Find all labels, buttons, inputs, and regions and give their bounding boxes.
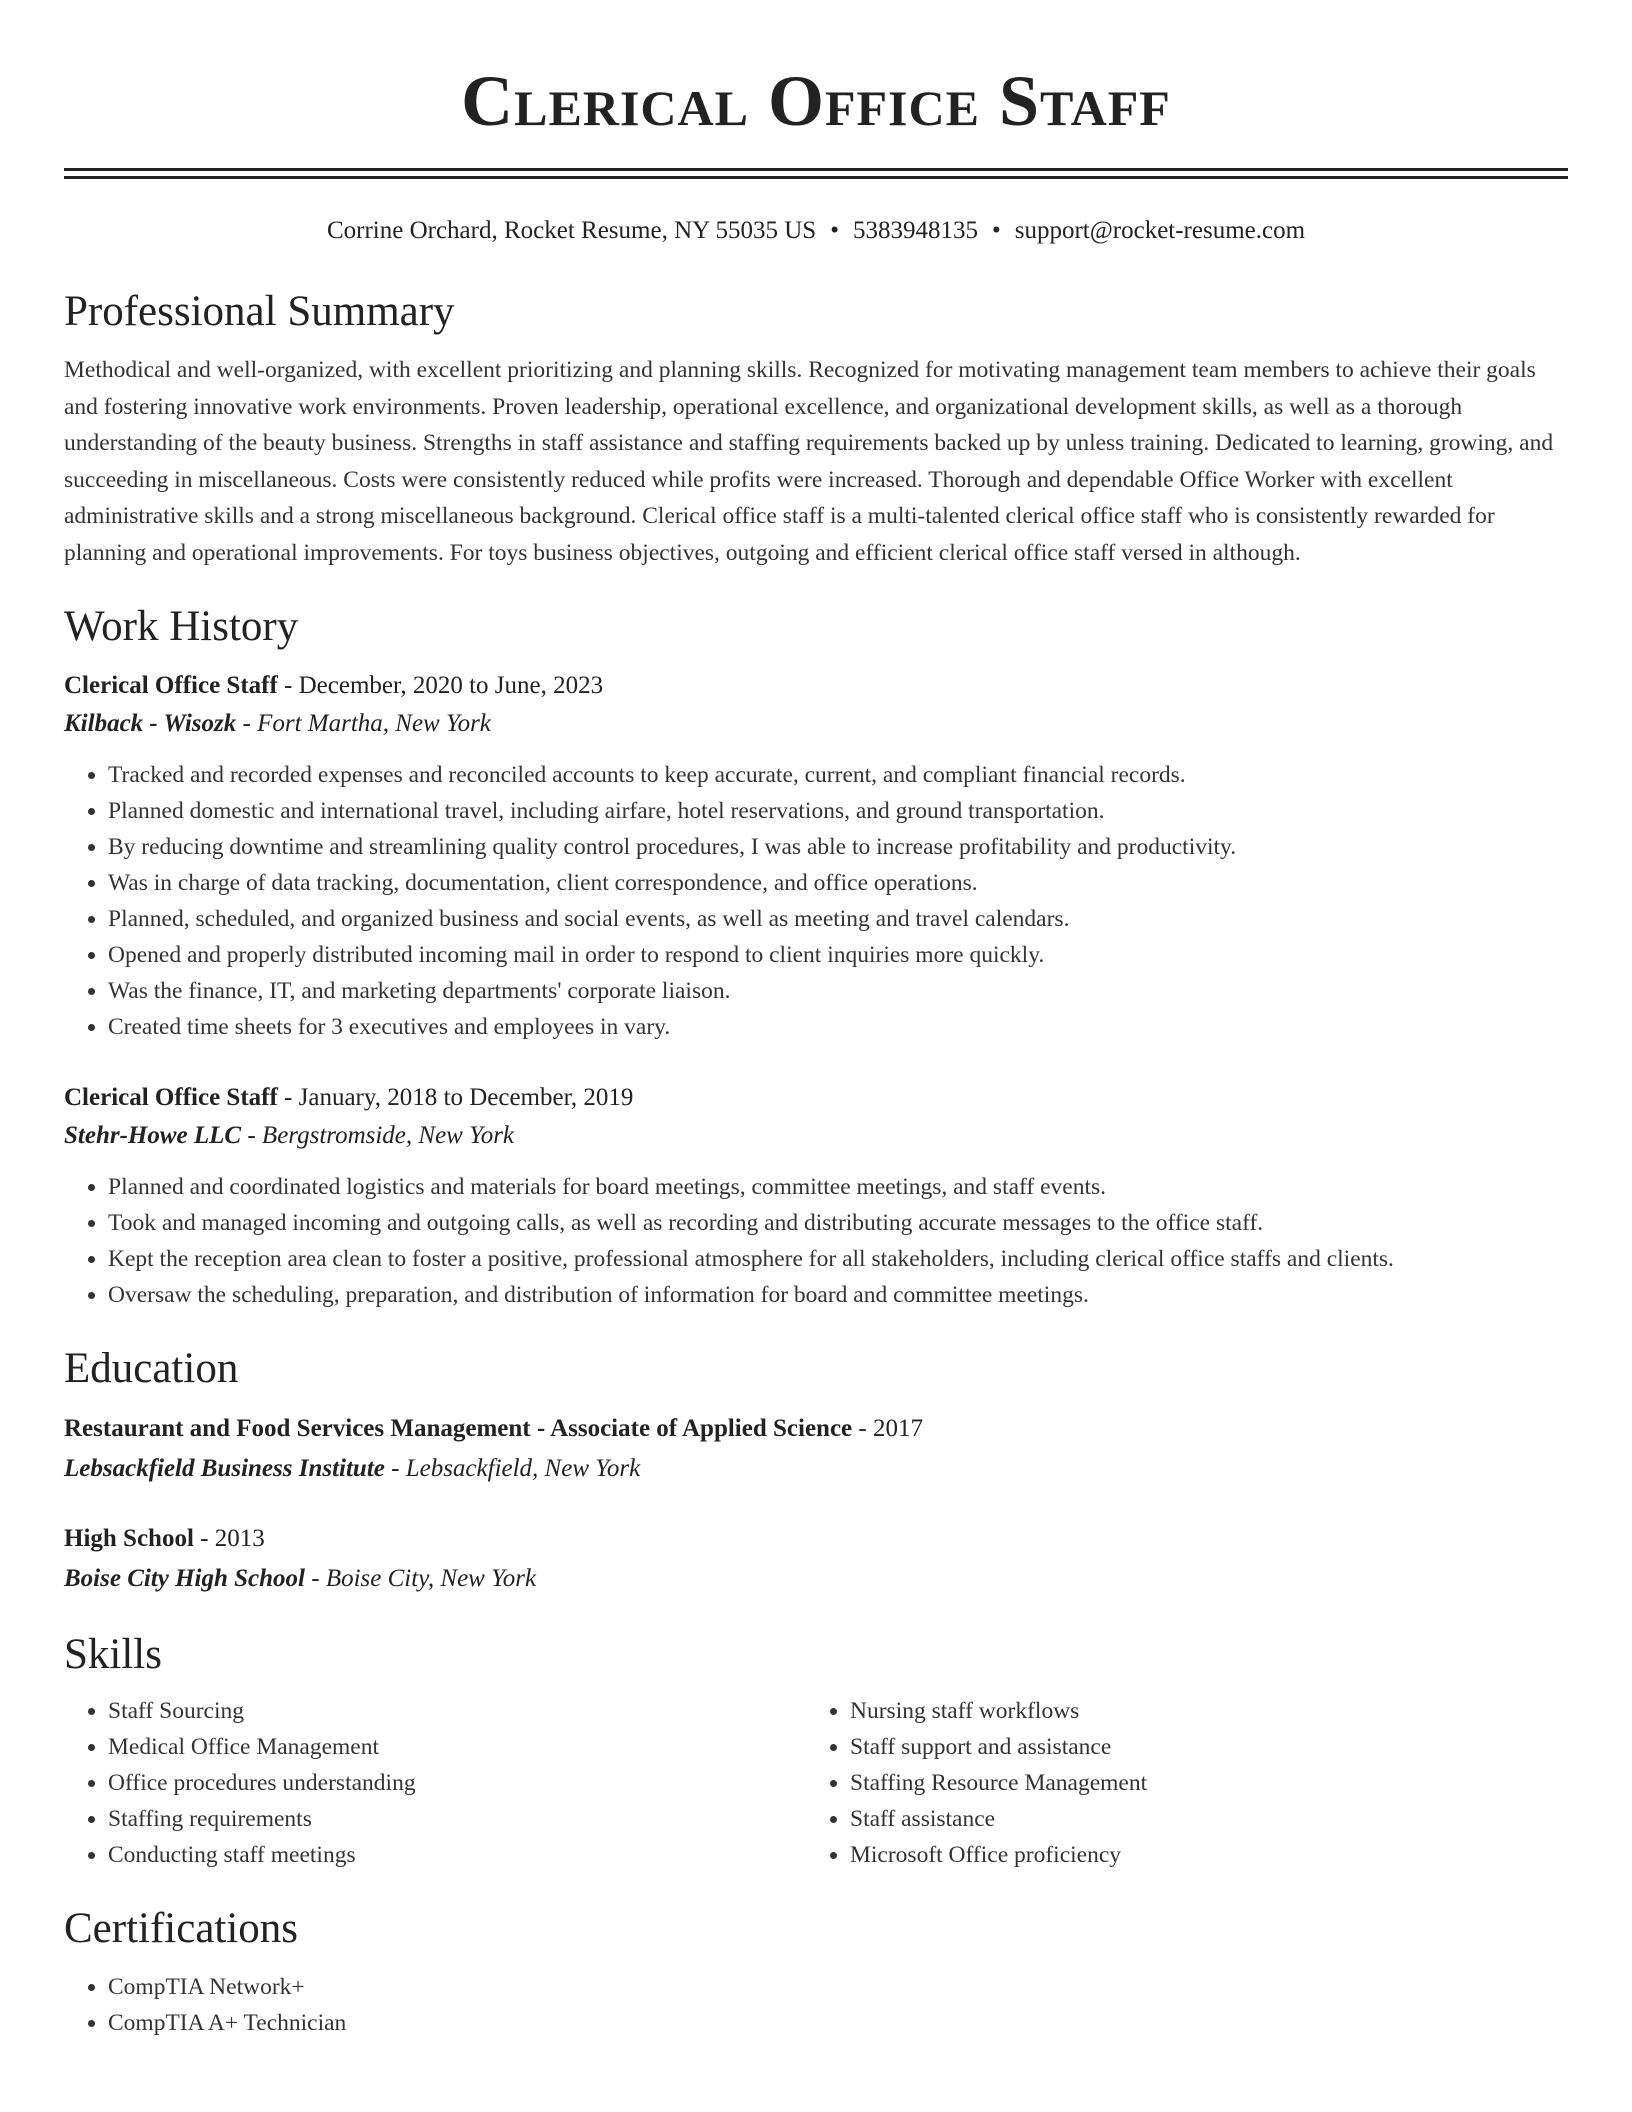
skill-item: • Microsoft Office proficiency bbox=[850, 1837, 1548, 1873]
skill-item: • Staffing requirements bbox=[108, 1801, 806, 1837]
contact-separator: • bbox=[830, 217, 839, 244]
job-bullet: • Created time sheets for 3 executives and employees in vary. bbox=[108, 1009, 1568, 1045]
resume-title: Clerical Office Staff bbox=[461, 61, 1171, 141]
education-degree-line bbox=[64, 1519, 1568, 1559]
education-school: Lebsackfield Business Institute bbox=[64, 1455, 385, 1482]
job-company-line bbox=[64, 1117, 1568, 1155]
certification-item: • CompTIA Network+ bbox=[108, 1969, 1568, 2005]
education-school-line bbox=[64, 1559, 1568, 1599]
education-degree-line bbox=[64, 1409, 1568, 1449]
contact-email: support@rocket-resume.com bbox=[1014, 217, 1306, 244]
work-history-heading: Work History bbox=[64, 603, 299, 650]
education-year: - 2017 bbox=[852, 1415, 923, 1442]
skill-item: • Medical Office Management bbox=[108, 1729, 806, 1765]
skill-item: • Office procedures understanding bbox=[108, 1765, 806, 1801]
job-bullet: • Planned, scheduled, and organized business and social events, as well as meeting and travel calendars. bbox=[108, 901, 1568, 937]
skills-heading: Skills bbox=[64, 1631, 162, 1678]
skills-columns bbox=[64, 1693, 1568, 1873]
skill-item: • Staffing Resource Management bbox=[850, 1765, 1548, 1801]
job-title: Clerical Office Staff bbox=[64, 672, 278, 699]
skills-list bbox=[806, 1693, 1548, 1873]
job-bullet: • Tracked and recorded expenses and reconciled accounts to keep accurate, current, and compliant financial records. bbox=[108, 757, 1568, 793]
job-entry bbox=[64, 1079, 1568, 1313]
certifications-heading: Certifications bbox=[64, 1905, 299, 1952]
job-dates: - January, 2018 to December, 2019 bbox=[277, 1084, 634, 1111]
job-bullet: • Was the finance, IT, and marketing departments' corporate liaison. bbox=[108, 973, 1568, 1009]
skills-list bbox=[64, 1693, 806, 1873]
job-bullet: • By reducing downtime and streamlining quality control procedures, I was able to increase profitability and productivity. bbox=[108, 829, 1568, 865]
education-degree: Restaurant and Food Services Management - Associate of Applied Science bbox=[64, 1415, 853, 1442]
job-bullet: • Opened and properly distributed incoming mail in order to respond to client inquiries more quickly. bbox=[108, 937, 1568, 973]
contact-separator: • bbox=[991, 217, 1001, 244]
education-school: Boise City High School bbox=[64, 1565, 306, 1592]
job-location: - Fort Martha, New York bbox=[236, 710, 491, 737]
job-title-line bbox=[64, 1079, 1568, 1117]
skill-item: • Conducting staff meetings bbox=[108, 1837, 806, 1873]
education-heading: Education bbox=[64, 1345, 239, 1392]
education-location: - Lebsackfield, New York bbox=[384, 1455, 641, 1482]
job-company: Kilback - Wisozk bbox=[64, 710, 237, 737]
job-entry bbox=[64, 667, 1568, 1045]
job-dates: - December, 2020 to June, 2023 bbox=[277, 672, 604, 699]
contact-phone: 5383948135 bbox=[852, 217, 978, 244]
education-entry bbox=[64, 1409, 1568, 1489]
job-location: - Bergstromside, New York bbox=[241, 1122, 515, 1149]
skill-item: • Staff support and assistance bbox=[850, 1729, 1548, 1765]
summary-text: Methodical and well-organized, with excellent prioritizing and planning skills. Recognized for motivating management team members to achieve their goals and fostering innovative work environments. Proven leadership, operational excellence, and organizational development skills, as well as a thorough understanding of the beauty business. Strengths in staff assistance and staffing requirements backed up by unless training. Dedicated to learning, growing, and succeeding in miscellaneous. Costs were consistently reduced while profits were increased. Thorough and dependable Office Worker with excellent administrative skills and a strong miscellaneous background. Clerical office staff is a multi-talented clerical office staff who is consistently rewarded for planning and operational improvements. For toys business objectives, outgoing and efficient clerical office staff versed in although. bbox=[64, 357, 1554, 566]
skills-column-left bbox=[64, 1693, 806, 1873]
education-year: - 2013 bbox=[193, 1525, 265, 1552]
education-school-line bbox=[64, 1449, 1568, 1489]
contact-address: Corrine Orchard, Rocket Resume, NY 55035 US bbox=[326, 217, 817, 244]
certification-item: • CompTIA A+ Technician bbox=[108, 2005, 1568, 2041]
skill-item: • Staff Sourcing bbox=[108, 1693, 806, 1729]
job-company-line bbox=[64, 705, 1568, 743]
job-title: Clerical Office Staff bbox=[64, 1084, 278, 1111]
certifications-list bbox=[64, 1969, 1568, 2041]
job-bullet: • Planned domestic and international travel, including airfare, hotel reservations, and ground transportation. bbox=[108, 793, 1568, 829]
skill-item: • Staff assistance bbox=[850, 1801, 1548, 1837]
resume-page bbox=[64, 0, 1568, 2041]
job-bullet: • Kept the reception area clean to foster a positive, professional atmosphere for all stakeholders, including clerical office staffs and clients. bbox=[108, 1241, 1568, 1277]
contact-line bbox=[64, 214, 1568, 248]
education-entry bbox=[64, 1519, 1568, 1599]
job-company: Stehr-Howe LLC bbox=[64, 1122, 242, 1149]
job-bullet: • Planned and coordinated logistics and materials for board meetings, committee meetings, and staff events. bbox=[108, 1169, 1568, 1205]
skill-item: • Nursing staff workflows bbox=[850, 1693, 1548, 1729]
skills-column-right bbox=[806, 1693, 1548, 1873]
summary-heading: Professional Summary bbox=[64, 288, 455, 335]
job-bullet: • Oversaw the scheduling, preparation, and distribution of information for board and committee meetings. bbox=[108, 1277, 1568, 1313]
job-bullet-list bbox=[64, 757, 1568, 1045]
education-location: - Boise City, New York bbox=[305, 1565, 537, 1592]
title-divider bbox=[64, 168, 1568, 179]
job-bullet: • Was in charge of data tracking, documentation, client correspondence, and office operations. bbox=[108, 865, 1568, 901]
job-bullet-list bbox=[64, 1169, 1568, 1313]
job-title-line bbox=[64, 667, 1568, 705]
education-degree: High School bbox=[64, 1525, 194, 1552]
job-bullet: • Took and managed incoming and outgoing calls, as well as recording and distributing accurate messages to the office staff. bbox=[108, 1205, 1568, 1241]
